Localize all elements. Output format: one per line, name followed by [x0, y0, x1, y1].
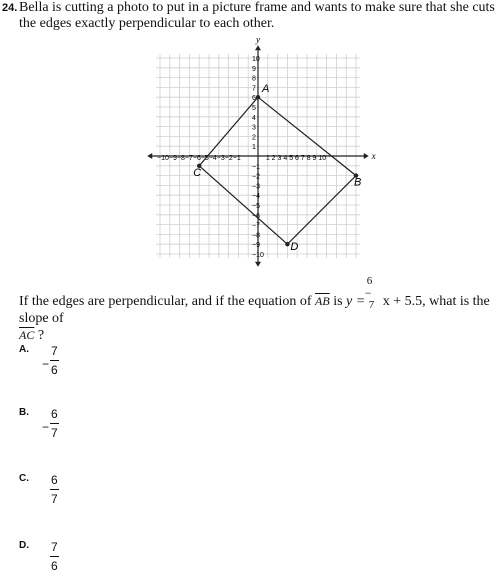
x-tick-labels-negative: −10−9−8−7−6−5−4−3−2−1 [157, 155, 241, 162]
y-tick-label: −7 [252, 222, 260, 230]
equation-y: y = [346, 294, 366, 309]
y-tick-label: −8 [252, 232, 260, 240]
question-number: 24. [2, 2, 18, 14]
fraction-bar [50, 360, 59, 361]
y-tick-label: 4 [252, 114, 256, 122]
y-tick-label: −5 [252, 203, 260, 210]
fraction-bar [50, 556, 59, 557]
choice-sign: − [42, 420, 50, 434]
y-tick-label: −10 [252, 252, 264, 259]
choice-denominator: 6 [51, 559, 58, 573]
y-tick-label: −4 [252, 193, 260, 201]
is-text: is [333, 294, 343, 309]
y-tick-label: −2 [252, 173, 260, 181]
choice-numerator: 6 [51, 473, 58, 487]
y-tick-label: −9 [252, 242, 260, 250]
fraction-numerator: 6 [366, 275, 373, 287]
y-tick-label: 1 [252, 144, 256, 152]
choice-denominator: 7 [51, 426, 58, 440]
point-label-d: D [290, 241, 299, 254]
y-tick-label: −3 [252, 183, 260, 191]
y-axis-arrow [255, 45, 261, 50]
choice-sign: − [42, 357, 50, 371]
y-tick-label: −1 [252, 163, 260, 171]
y-tick-label: 3 [252, 124, 256, 132]
choice-letter: C. [19, 473, 29, 484]
choice-letter: B. [19, 407, 29, 418]
y-tick-label: −6 [252, 212, 260, 220]
point-label-a: A [262, 83, 270, 96]
choice-denominator: 7 [51, 492, 58, 506]
prompt-text: If the edges are perpendicular, and if the equation of [19, 294, 312, 309]
y-tick-label: 5 [252, 105, 256, 112]
fraction-bar [50, 489, 59, 490]
point-label-c: C [193, 166, 202, 179]
choice-letter: D. [19, 540, 29, 551]
equation-rest: x + 5.5, what is the slope of [19, 294, 490, 326]
choice-denominator: 6 [51, 363, 58, 377]
y-tick-label: 6 [252, 95, 256, 103]
fraction-denominator: 7 [368, 299, 375, 311]
y-axis-label: y [256, 34, 260, 45]
question-prompt [19, 275, 497, 344]
choice-numerator: 7 [51, 344, 58, 358]
segment-ac-label: $\overline{AC}$ [19, 328, 35, 342]
point-d [285, 242, 289, 246]
choice-numerator: 6 [51, 407, 58, 421]
y-tick-label: 8 [252, 75, 256, 83]
x-tick-labels-positive: 1 2 3 4 5 6 7 8 9 10 [265, 155, 327, 162]
slope-fraction [364, 275, 383, 311]
x-axis-arrow [364, 153, 369, 159]
point-label-b: B [354, 176, 362, 189]
segment-ab-label: $\overline{AB}$ [315, 294, 330, 308]
question-mark: ? [37, 328, 45, 343]
point-a [256, 95, 260, 99]
choice-letter: A. [19, 344, 29, 355]
coordinate-graph [140, 34, 380, 269]
fraction-bar [50, 423, 59, 424]
y-tick-label: 2 [252, 134, 256, 142]
fraction-minus: − [364, 286, 372, 300]
y-tick-label: 9 [252, 65, 256, 73]
y-tick-label: 7 [252, 85, 256, 93]
y-tick-label: 10 [252, 56, 260, 63]
y-axis-arrow [255, 262, 261, 267]
x-axis-arrow [147, 153, 152, 159]
x-axis-label: x [371, 151, 376, 161]
question-text: Bella is cutting a photo to put in a picture frame and wants to make sure that she cuts the edges exactly perpendicular to each other. [19, 0, 495, 31]
choice-numerator: 7 [51, 540, 58, 554]
